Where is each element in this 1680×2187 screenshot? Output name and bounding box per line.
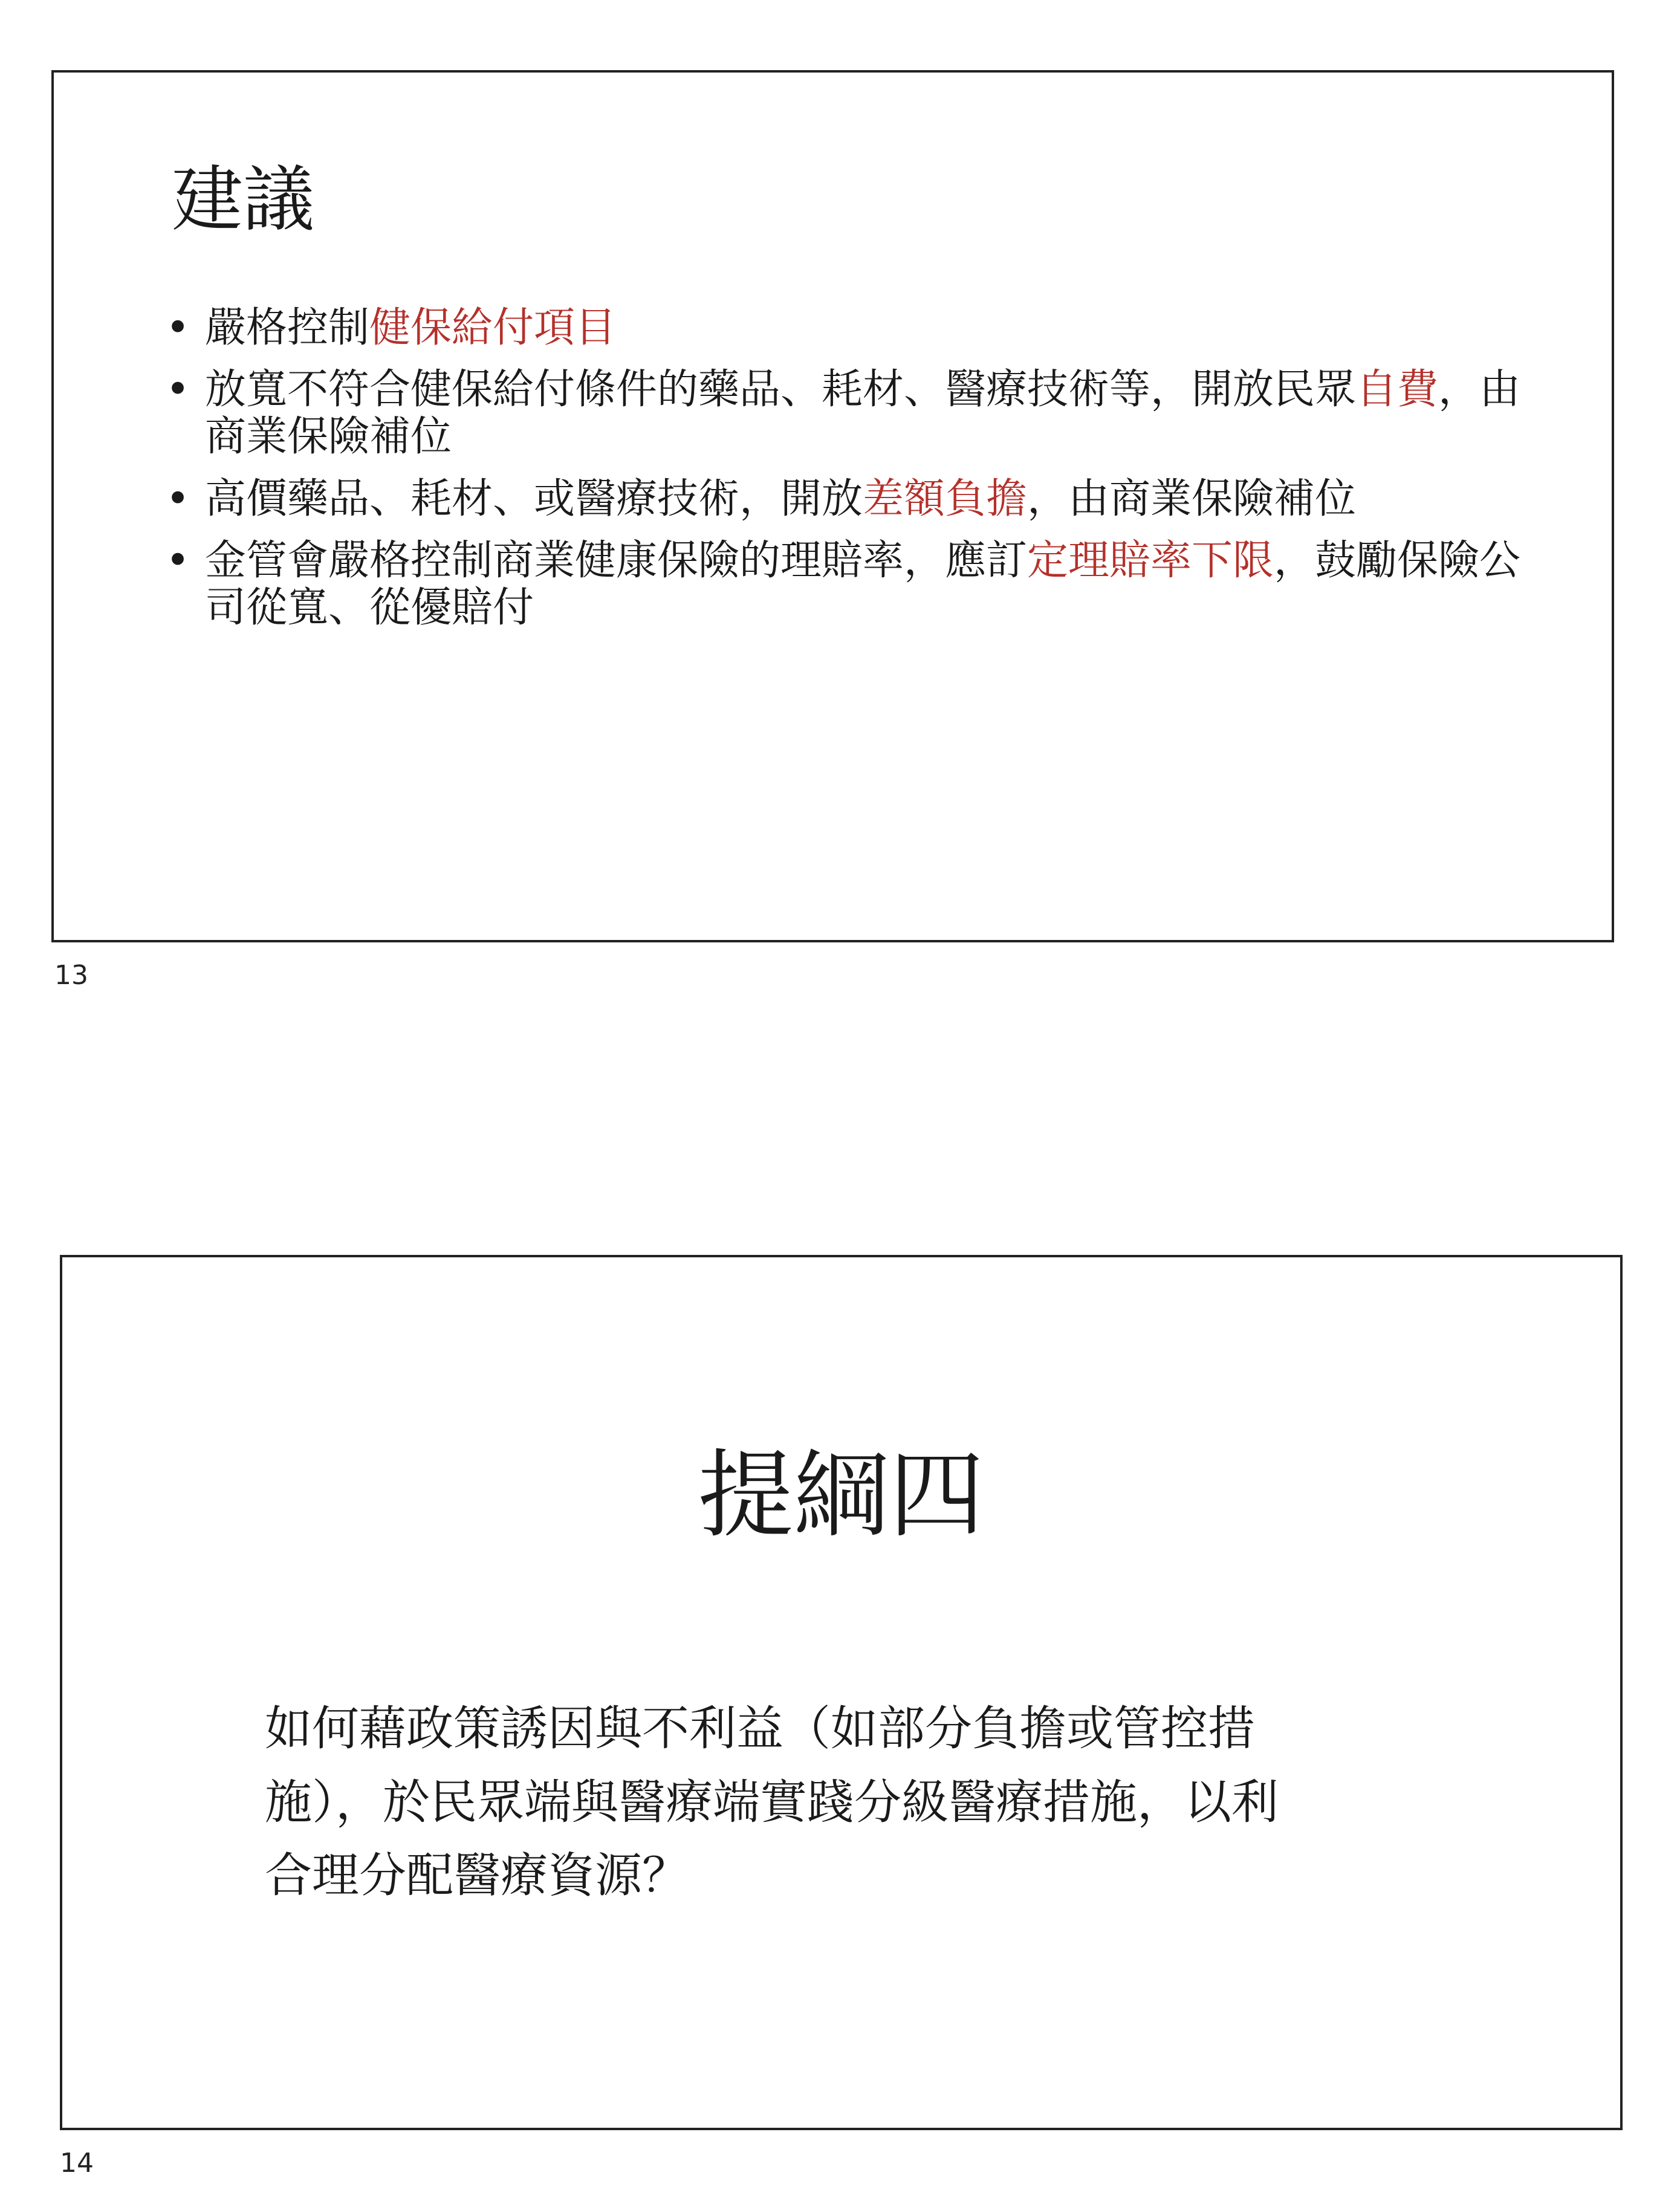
- bullet-list: [166, 305, 1547, 646]
- body-line: 施），於民眾端與醫療端實踐分級醫療措施，以利: [265, 1775, 1279, 1830]
- body-line: 合理分配醫療資源？: [265, 1848, 690, 1904]
- bullet-highlight: 自費: [1356, 366, 1439, 414]
- bullet-highlight: 健保給付項目: [369, 304, 617, 352]
- bullet-text: 放寬不符合健保給付條件的藥品、耗材、醫療技術等，開放民眾: [205, 366, 1357, 414]
- bullet-text: ，由商業保險補位: [1027, 475, 1357, 523]
- bullet-highlight: 定理賠率下限: [1027, 536, 1274, 585]
- bullet-marker: •: [166, 536, 190, 585]
- bullet-marker: •: [166, 366, 190, 414]
- bullet-marker: •: [166, 475, 190, 523]
- bullet-item: [166, 366, 1547, 461]
- slide-14: [60, 1255, 1623, 2130]
- bullet-text: 嚴格控制: [205, 304, 370, 352]
- body-line: 如何藉政策誘因與不利益（如部分負擔或管控措: [265, 1702, 1256, 1756]
- bullet-item: [166, 537, 1547, 632]
- slide-title: 建議: [172, 158, 315, 241]
- bullet-text: 高價藥品、耗材、或醫療技術，開放: [205, 475, 863, 523]
- page-number: 14: [60, 2148, 94, 2179]
- bullet-text: ，由商業保險補位: [205, 366, 1521, 461]
- bullet-item: [166, 476, 1547, 523]
- bullet-text: ，鼓勵保險公司從寬、從優賠付: [205, 536, 1521, 632]
- bullet-marker: •: [166, 304, 190, 352]
- page-number: 13: [54, 960, 88, 991]
- slide-title: 提綱四: [698, 1440, 985, 1551]
- slide-body-text: [265, 1693, 1474, 1913]
- bullet-item: [166, 305, 1547, 352]
- slide-13: [51, 70, 1614, 942]
- bullet-highlight: 差額負擔: [863, 475, 1028, 523]
- bullet-text: 金管會嚴格控制商業健康保險的理賠率，應訂: [205, 536, 1028, 585]
